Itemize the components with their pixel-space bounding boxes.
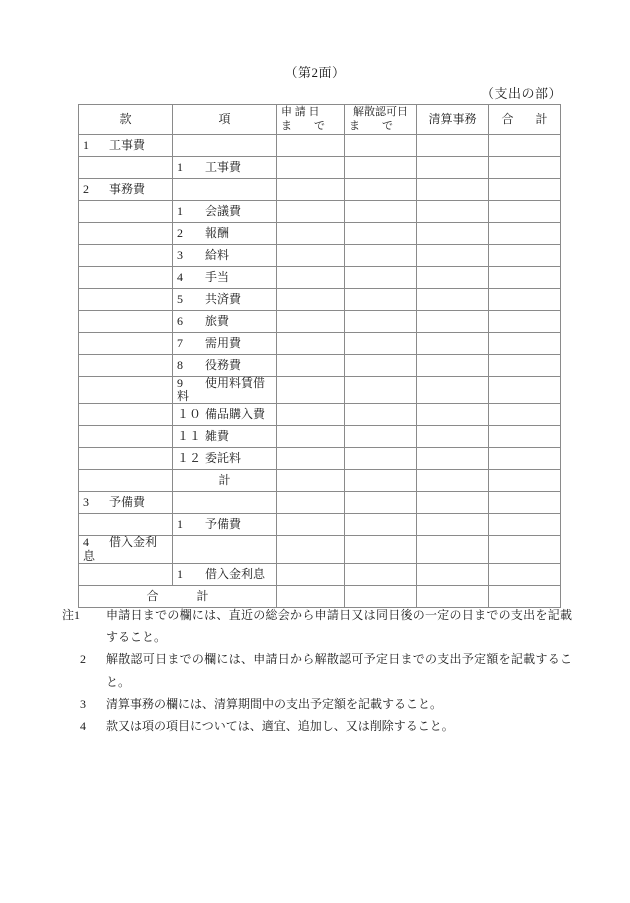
- row-kan-label: [79, 536, 173, 563]
- cell-goukei-input[interactable]: [489, 426, 561, 448]
- note-item: [62, 693, 572, 715]
- cell-seisan-input[interactable]: [417, 267, 489, 289]
- cell-goukei-input[interactable]: [489, 179, 561, 201]
- table-header: [79, 105, 561, 135]
- row-kan-empty: [79, 514, 173, 536]
- row-ko-number: 9: [177, 376, 183, 390]
- cell-goukei-input[interactable]: [489, 355, 561, 377]
- cell-shinsei-input[interactable]: [277, 377, 345, 404]
- note-item: [62, 604, 572, 648]
- row-ko-number: 1: [177, 517, 183, 532]
- cell-kaisan-input[interactable]: [345, 333, 417, 355]
- row-ko-label: [173, 426, 277, 448]
- cell-shinsei-input[interactable]: [277, 289, 345, 311]
- table-row: [79, 448, 561, 470]
- header-ko: 項: [173, 105, 277, 135]
- row-ko-text: 備品購入費: [205, 407, 266, 422]
- note-item: [62, 715, 572, 737]
- row-ko-label: [173, 333, 277, 355]
- row-ko-number: １０: [177, 407, 202, 422]
- row-kan-number: 4: [83, 535, 89, 550]
- row-ko-label: [173, 157, 277, 179]
- note-text: 申請日までの欄には、直近の総会から申請日又は同日後の一定の日までの支出を記載すること。: [106, 608, 572, 645]
- cell-kaisan-input[interactable]: [345, 201, 417, 223]
- header-goukei-right: 計: [535, 111, 548, 126]
- cell-shinsei-input[interactable]: [277, 311, 345, 333]
- row-ko-label: [173, 245, 277, 267]
- cell-seisan-input[interactable]: [417, 470, 489, 492]
- table-row: [79, 311, 561, 333]
- row-ko-text: 使用料賃借料: [177, 376, 266, 404]
- cell-kaisan-input[interactable]: [345, 179, 417, 201]
- table-row: [79, 201, 561, 223]
- row-ko-empty: [173, 179, 277, 201]
- table-row: [79, 563, 561, 585]
- cell-shinsei-input[interactable]: [277, 563, 345, 585]
- row-ko-text: 借入金利息: [205, 566, 266, 581]
- table-row: [79, 514, 561, 536]
- cell-goukei-input[interactable]: [489, 201, 561, 223]
- cell-seisan-input[interactable]: [417, 223, 489, 245]
- cell-seisan-input[interactable]: [417, 201, 489, 223]
- cell-goukei-input[interactable]: [489, 377, 561, 404]
- cell-goukei-input[interactable]: [489, 404, 561, 426]
- row-ko-text: 共済費: [205, 291, 242, 306]
- row-ko-number: 3: [177, 247, 183, 262]
- row-ko-empty: [173, 135, 277, 157]
- row-ko-number: １２: [177, 451, 202, 466]
- row-kan-text: 借入金利息: [83, 535, 158, 563]
- row-kan-number: 2: [83, 181, 89, 196]
- header-seisan-jimu: 清算事務: [417, 105, 489, 135]
- row-kan-empty: [79, 157, 173, 179]
- cell-seisan-input[interactable]: [417, 355, 489, 377]
- cell-goukei-input[interactable]: [489, 536, 561, 563]
- cell-goukei-input[interactable]: [489, 223, 561, 245]
- note-marker: 4: [80, 718, 86, 733]
- cell-goukei-input[interactable]: [489, 492, 561, 514]
- table-row: [79, 179, 561, 201]
- row-ko-label: [173, 404, 277, 426]
- cell-seisan-input[interactable]: [417, 245, 489, 267]
- row-ko-number: 5: [177, 291, 183, 306]
- table-row: [79, 135, 561, 157]
- table-row: [79, 245, 561, 267]
- row-ko-text: 報酬: [205, 225, 230, 240]
- grand-total-label-right: 計: [196, 588, 209, 603]
- row-ko-label: [173, 223, 277, 245]
- table-body: [79, 135, 561, 608]
- note-text: 清算事務の欄には、清算期間中の支出予定額を記載すること。: [106, 696, 443, 711]
- row-kan-empty: [79, 404, 173, 426]
- cell-goukei-input[interactable]: [489, 245, 561, 267]
- table-row: [79, 355, 561, 377]
- cell-shinsei-input[interactable]: [277, 448, 345, 470]
- cell-goukei-input[interactable]: [489, 448, 561, 470]
- page-label: （第2面）: [284, 65, 346, 80]
- cell-goukei-input[interactable]: [489, 563, 561, 585]
- note-text: 解散認可日までの欄には、申請日から解散認可予定日までの支出予定額を記載すること。: [106, 652, 572, 689]
- row-kan-text: 工事費: [109, 137, 146, 152]
- row-kan-empty: [79, 267, 173, 289]
- row-kan-empty: [79, 563, 173, 585]
- note-marker: 3: [80, 696, 86, 711]
- cell-seisan-input[interactable]: [417, 179, 489, 201]
- cell-seisan-input[interactable]: [417, 333, 489, 355]
- grand-total-label-left: 合: [146, 588, 159, 603]
- row-ko-label: [173, 563, 277, 585]
- cell-kaisan-input[interactable]: [345, 157, 417, 179]
- row-ko-text: 給料: [205, 247, 230, 262]
- row-kan-empty: [79, 311, 173, 333]
- table-row: [79, 333, 561, 355]
- cell-shinsei-input[interactable]: [277, 470, 345, 492]
- cell-kaisan-input[interactable]: [345, 492, 417, 514]
- cell-kaisan-input[interactable]: [345, 223, 417, 245]
- row-kan-text: 予備費: [109, 495, 146, 510]
- cell-seisan-input[interactable]: [417, 289, 489, 311]
- row-ko-number: 1: [177, 566, 183, 581]
- cell-kaisan-input[interactable]: [345, 377, 417, 404]
- row-kan-empty: [79, 448, 173, 470]
- row-ko-number: 4: [177, 269, 183, 284]
- row-ko-number: 2: [177, 225, 183, 240]
- note-text: 款又は項の項目については、適宜、追加し、又は削除すること。: [106, 718, 454, 733]
- row-ko-label: [173, 448, 277, 470]
- row-ko-label: [173, 289, 277, 311]
- row-kan-label: [79, 492, 173, 514]
- cell-goukei-input[interactable]: [489, 311, 561, 333]
- note-item: [62, 648, 572, 692]
- table-header-row: [79, 105, 561, 135]
- cell-kaisan-input[interactable]: [345, 245, 417, 267]
- notes-section: [62, 604, 572, 737]
- cell-seisan-input[interactable]: [417, 514, 489, 536]
- row-ko-text: 会議費: [205, 203, 242, 218]
- row-kan-empty: [79, 355, 173, 377]
- row-ko-text: 旅費: [205, 313, 230, 328]
- table-row: [79, 157, 561, 179]
- cell-seisan-input[interactable]: [417, 426, 489, 448]
- cell-kaisan-input[interactable]: [345, 514, 417, 536]
- cell-seisan-input[interactable]: [417, 492, 489, 514]
- cell-seisan-input[interactable]: [417, 377, 489, 404]
- cell-goukei-input[interactable]: [489, 470, 561, 492]
- row-ko-label: [173, 267, 277, 289]
- header-kaisan-line2: ま で: [349, 119, 393, 132]
- cell-goukei-input[interactable]: [489, 157, 561, 179]
- row-ko-number: 8: [177, 357, 183, 372]
- row-ko-label: [173, 201, 277, 223]
- row-ko-text: 委託料: [205, 451, 242, 466]
- row-ko-text: 予備費: [205, 517, 242, 532]
- cell-shinsei-input[interactable]: [277, 135, 345, 157]
- table-row: [79, 377, 561, 404]
- cell-shinsei-input[interactable]: [277, 267, 345, 289]
- cell-goukei-input[interactable]: [489, 289, 561, 311]
- cell-kaisan-input[interactable]: [345, 289, 417, 311]
- cell-shinsei-input[interactable]: [277, 404, 345, 426]
- cell-shinsei-input[interactable]: [277, 426, 345, 448]
- cell-kaisan-input[interactable]: [345, 404, 417, 426]
- cell-shinsei-input[interactable]: [277, 492, 345, 514]
- cell-seisan-input[interactable]: [417, 404, 489, 426]
- cell-goukei-input[interactable]: [489, 333, 561, 355]
- table-row: [79, 289, 561, 311]
- table-row: [79, 404, 561, 426]
- cell-kaisan-input[interactable]: [345, 311, 417, 333]
- row-kan-label: [79, 179, 173, 201]
- table-row: [79, 426, 561, 448]
- cell-goukei-input[interactable]: [489, 514, 561, 536]
- header-shinsei-line2: ま で: [281, 119, 325, 132]
- row-kan-number: 1: [83, 137, 89, 152]
- cell-kaisan-input[interactable]: [345, 135, 417, 157]
- note-marker: 注1: [62, 608, 81, 622]
- row-ko-label: [173, 355, 277, 377]
- section-label: （支出の部）: [480, 86, 562, 101]
- header-goukei: [489, 105, 561, 135]
- cell-kaisan-input[interactable]: [345, 536, 417, 563]
- header-goukei-left: 合: [501, 111, 514, 126]
- cell-seisan-input[interactable]: [417, 157, 489, 179]
- header-kaisan-approval-date: [345, 105, 417, 135]
- row-kan-empty: [79, 426, 173, 448]
- cell-kaisan-input[interactable]: [345, 448, 417, 470]
- cell-shinsei-input[interactable]: [277, 514, 345, 536]
- header-kan: 款: [79, 105, 173, 135]
- row-ko-label: [173, 514, 277, 536]
- row-ko-text: 需用費: [205, 335, 242, 350]
- row-ko-text: 工事費: [205, 159, 242, 174]
- cell-shinsei-input[interactable]: [277, 355, 345, 377]
- cell-seisan-input[interactable]: [417, 536, 489, 563]
- row-ko-number: 1: [177, 159, 183, 174]
- cell-shinsei-input[interactable]: [277, 201, 345, 223]
- row-kan-number: 3: [83, 495, 89, 510]
- cell-shinsei-input[interactable]: [277, 223, 345, 245]
- row-ko-empty: [173, 492, 277, 514]
- table-row: [79, 223, 561, 245]
- row-kan-text: 事務費: [109, 181, 146, 196]
- cell-seisan-input[interactable]: [417, 448, 489, 470]
- table-row: [79, 492, 561, 514]
- cell-kaisan-input[interactable]: [345, 470, 417, 492]
- cell-kaisan-input[interactable]: [345, 563, 417, 585]
- row-ko-number: １１: [177, 429, 202, 444]
- row-ko-text: 役務費: [205, 357, 242, 372]
- cell-shinsei-input[interactable]: [277, 179, 345, 201]
- cell-shinsei-input[interactable]: [277, 157, 345, 179]
- cell-shinsei-input[interactable]: [277, 536, 345, 563]
- row-ko-number: 6: [177, 313, 183, 328]
- cell-seisan-input[interactable]: [417, 311, 489, 333]
- header-shinsei-date: [277, 105, 345, 135]
- table-row: [79, 536, 561, 563]
- table-row: [79, 470, 561, 492]
- cell-goukei-input[interactable]: [489, 135, 561, 157]
- row-ko-label: [173, 311, 277, 333]
- header-shinsei-line1: 申 請 日: [281, 105, 320, 118]
- row-ko-number: 7: [177, 335, 183, 350]
- cell-kaisan-input[interactable]: [345, 267, 417, 289]
- cell-shinsei-input[interactable]: [277, 245, 345, 267]
- row-subtotal-label: 計: [173, 470, 277, 492]
- cell-goukei-input[interactable]: [489, 267, 561, 289]
- row-ko-number: 1: [177, 203, 183, 218]
- cell-shinsei-input[interactable]: [277, 333, 345, 355]
- table-row: [79, 267, 561, 289]
- note-marker: 2: [80, 652, 86, 667]
- row-kan-empty: [79, 333, 173, 355]
- row-kan-empty: [79, 245, 173, 267]
- row-ko-text: 手当: [205, 269, 230, 284]
- cell-kaisan-input[interactable]: [345, 355, 417, 377]
- row-ko-empty: [173, 536, 277, 563]
- row-ko-text: 雑費: [205, 429, 230, 444]
- row-kan-empty: [79, 289, 173, 311]
- expenditure-table: [78, 104, 561, 608]
- row-kan-empty: [79, 470, 173, 492]
- row-ko-label: [173, 377, 277, 404]
- header-kaisan-line1: 解散認可日: [353, 105, 408, 118]
- row-kan-empty: [79, 201, 173, 223]
- expenditure-table-container: [78, 104, 560, 608]
- row-kan-empty: [79, 223, 173, 245]
- cell-seisan-input[interactable]: [417, 563, 489, 585]
- row-kan-empty: [79, 377, 173, 404]
- cell-seisan-input[interactable]: [417, 135, 489, 157]
- row-kan-label: [79, 135, 173, 157]
- cell-kaisan-input[interactable]: [345, 426, 417, 448]
